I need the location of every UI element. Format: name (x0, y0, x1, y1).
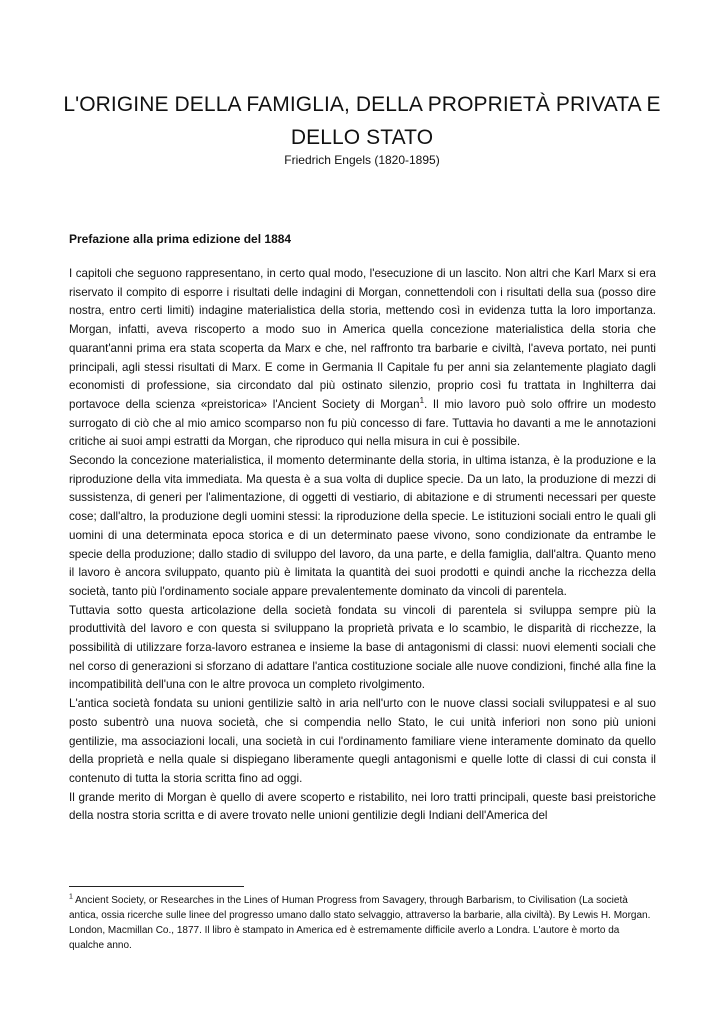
title-line-1: L'ORIGINE DELLA FAMIGLIA, DELLA PROPRIETÀ PRIVATA E (63, 93, 661, 116)
paragraph-1-text-a: I capitoli che seguono rappresentano, in certo qual modo, l'esecuzione di un lascito. Non altri che Karl Marx si era riservato il compito di esporre i risultati delle indagini di Morgan, connettendoli con i risultati della sua (posso dire nostra, entro certi limiti) indagine materialistica della storia, mettendo così in evidenza tutta la loro importanza. Morgan, infatti, aveva riscoperto a modo suo in America quella concezione materialistica della storia che quarant'anni prima era stata scoperta da Marx e che, nel raffronto tra barbarie e civiltà, l'aveva portato, nei punti principali, agli stessi risultati di Marx. E come in Germania Il Capitale fu per anni sia zelantemente plagiato dagli economisti di professione, sia circondato dal più ostinato silenzio, proprio così fu trattata in Inghilterra dai portavoce della scienza «preistorica» l'Ancient Society di Morgan (69, 267, 656, 411)
footnote-text: Ancient Society, or Researches in the Lines of Human Progress from Savagery, through Barbarism, to Civilisation (La società antica, ossia ricerche sulle linee del progresso umano dallo stato selvaggio, attraverso la barbarie, alla civiltà). By Lewis H. Morgan. London, Macmillan Co., 1877. Il libro è stampato in America ed è estremamente difficile averlo a Londra. L'autore è morto da qualche anno. (69, 895, 651, 951)
paragraph-2: Secondo la concezione materialistica, il momento determinante della storia, in ultima istanza, è la produzione e la riproduzione della vita immediata. Ma questa è a sua volta di duplice specie. Da un lato, la produzione di mezzi di sussistenza, di generi per l'alimentazione, di oggetti di vestiario, di abitazione e di strumenti necessari per queste cose; dall'altro, la produzione degli uomini stessi: la riproduzione della specie. Le istituzioni sociali entro le quali gli uomini di una determinata epoca storica e di un determinato paese vivono, sono condizionate da entrambe le specie della produzione; dallo stadio di sviluppo del lavoro, da una parte, e della famiglia, dall'altra. Quanto meno il lavoro è ancora sviluppato, quanto più è limitata la quantità dei suoi prodotti e quindi anche la ricchezza della società, tanto più l'ordinamento sociale appare prevalentemente dominato da vincoli di parentela. (69, 454, 656, 598)
page-title (40, 88, 684, 154)
footnote-divider (69, 886, 244, 887)
title-line-2: DELLO STATO (290, 126, 434, 149)
author-line: Friedrich Engels (1820-1895) (284, 153, 440, 167)
body-text (69, 265, 656, 826)
paragraph-1 (69, 265, 656, 452)
paragraph-4: L'antica società fondata su unioni gentilizie saltò in aria nell'urto con le nuove classi sociali sviluppatesi e al suo posto subentrò una nuova società, che si compendia nello Stato, le cui unità inferiori non sono più unioni gentilizie, ma associazioni locali, una società in cui l'ordinamento familiare viene interamente dominato da quello della proprietà e nella quale si dispiegano liberamente quegli antagonismi e quelle lotte di classi di cui consta il contenuto di tutta la storia scritta fino ad oggi. (69, 697, 656, 785)
paragraph-1-text-b: . Il mio lavoro può solo offrire un modesto surrogato di ciò che al mio amico scomparso non fu più concesso di fare. Tuttavia ho davanti a me le annotazioni critiche ai suoi ampi estratti da Morgan, che riproduco qui nella misura in cui è possibile. (69, 397, 656, 449)
section-heading: Prefazione alla prima edizione del 1884 (69, 232, 292, 246)
footnote (69, 893, 656, 953)
paragraph-5: Il grande merito di Morgan è quello di avere scoperto e ristabilito, nei loro tratti principali, queste basi preistoriche della nostra storia scritta e di avere trovato nelle unioni gentilizie degli Indiani dell'America del (69, 790, 656, 823)
footnote-reference: 1 (419, 396, 425, 406)
paragraph-3: Tuttavia sotto questa articolazione della società fondata su vincoli di parentela si sviluppa sempre più la produttività del lavoro e con questa si sviluppano la proprietà privata e lo scambio, le disparità di ricchezze, la possibilità di utilizzare forza-lavoro estranea e insieme la base di antagonismi di classi: nuovi elementi sociali che nel corso di generazioni si sforzano di adattare l'antica costituzione sociale alle nuove condizioni, finché alla fine la incompatibilità dell'una con le altre provoca un completo rivolgimento. (69, 603, 656, 692)
footnote-marker: 1 (69, 893, 73, 901)
